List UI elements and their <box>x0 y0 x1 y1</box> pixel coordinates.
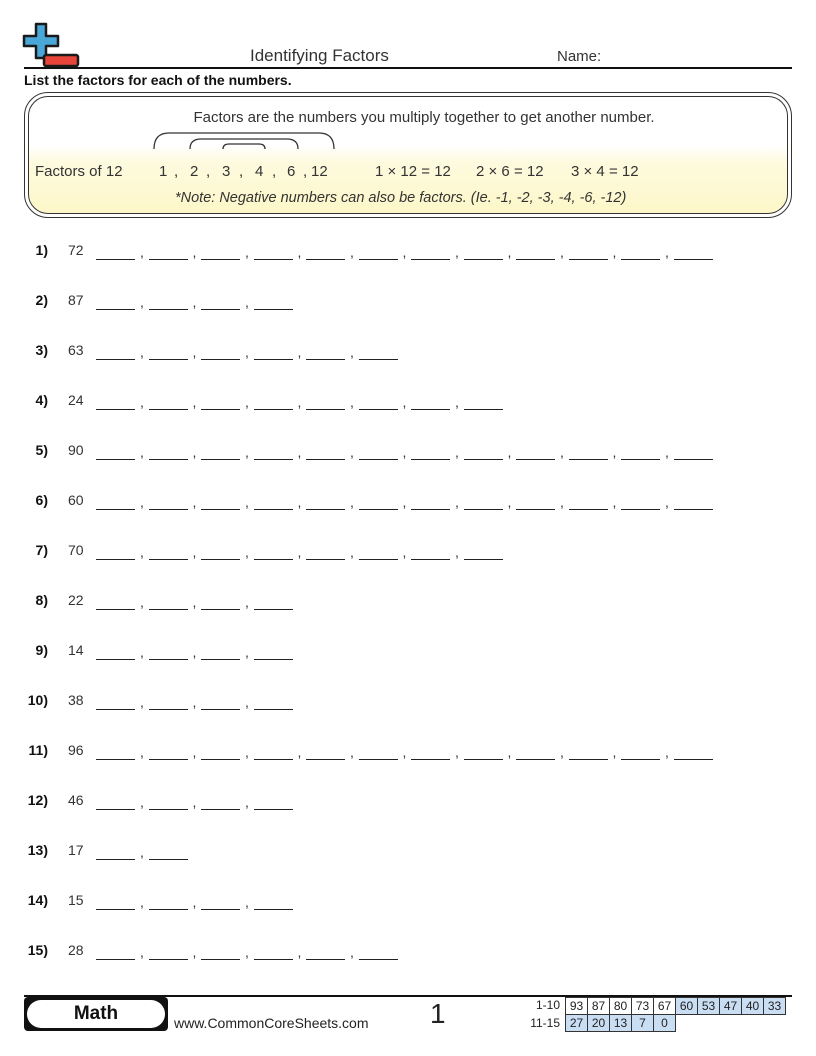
name-label: Name: <box>557 48 602 65</box>
problem-number: 1) <box>35 242 48 258</box>
answer-blank[interactable] <box>149 859 188 860</box>
equation: 3 × 4 = 12 <box>571 163 639 180</box>
answer-key-cell: 60 <box>676 998 698 1015</box>
answer-blank[interactable] <box>254 609 293 610</box>
answer-blank[interactable] <box>149 559 188 560</box>
answer-blank[interactable] <box>411 759 450 760</box>
problem-number: 13) <box>27 842 48 858</box>
blank-separator: , <box>297 394 302 410</box>
answer-key-cell: 80 <box>610 998 632 1015</box>
blank-separator: , <box>140 394 144 410</box>
problem-number: 6) <box>35 492 48 508</box>
blank-separator: , <box>402 394 407 410</box>
blank-separator: , <box>612 444 617 460</box>
answer-blank[interactable] <box>359 359 398 360</box>
answer-blank[interactable] <box>201 959 240 960</box>
negative-factors-note: *Note: Negative numbers can also be factors. (Ie. -1, -2, -3, -4, -6, -12) <box>175 190 627 206</box>
answer-blank[interactable] <box>254 409 293 410</box>
problem-number: 14) <box>27 892 48 908</box>
blank-separator: , <box>140 444 144 460</box>
blank-separator: , <box>192 244 197 260</box>
answer-key-cell: 13 <box>610 1015 632 1032</box>
factor-value: 3 <box>222 163 231 180</box>
problem-row <box>24 832 792 860</box>
problem-value: 46 <box>68 792 84 808</box>
blank-separator: , <box>612 744 617 760</box>
factor-value: 12 <box>311 163 328 180</box>
problem-number: 9) <box>35 642 48 658</box>
problem-value: 15 <box>68 892 84 908</box>
answer-blank[interactable] <box>254 709 293 710</box>
blank-separator: , <box>245 744 249 760</box>
blank-separator: , <box>245 944 249 960</box>
answer-blank[interactable] <box>201 909 240 910</box>
blank-separator: , <box>350 744 354 760</box>
answer-blank[interactable] <box>149 359 188 360</box>
problem-number: 12) <box>27 792 48 808</box>
problem-value: 38 <box>68 692 84 708</box>
problem-value: 96 <box>68 742 84 758</box>
problem-row <box>24 532 792 560</box>
answer-blank[interactable] <box>359 959 398 960</box>
blank-separator: , <box>192 594 197 610</box>
answer-blank[interactable] <box>254 759 293 760</box>
answer-blank[interactable] <box>516 759 555 760</box>
answer-blank[interactable] <box>464 759 503 760</box>
blank-separator: , <box>245 894 249 910</box>
blank-separator: , <box>245 294 249 310</box>
answer-blank[interactable] <box>201 659 240 660</box>
answer-key-table <box>565 997 786 1032</box>
answer-blank[interactable] <box>359 509 398 510</box>
answer-blank[interactable] <box>96 509 135 510</box>
subject-badge <box>24 997 168 1031</box>
answer-blank[interactable] <box>516 259 555 260</box>
blank-separator: , <box>245 694 249 710</box>
problem-row <box>24 232 792 260</box>
blank-separator: , <box>192 644 197 660</box>
blank-separator: , <box>245 244 249 260</box>
factors-of-12-label: Factors of 12 <box>35 163 123 180</box>
answer-blank[interactable] <box>306 959 345 960</box>
answer-blank[interactable] <box>306 509 345 510</box>
answer-blank[interactable] <box>96 259 135 260</box>
problem-row <box>24 732 792 760</box>
factor-comma: , <box>206 163 211 180</box>
answer-blank[interactable] <box>674 459 713 460</box>
problem-value: 14 <box>68 642 84 658</box>
problem-number: 5) <box>35 442 48 458</box>
answer-key-cell: 7 <box>632 1015 654 1032</box>
answer-blank[interactable] <box>149 509 188 510</box>
blank-separator: , <box>245 494 249 510</box>
answer-blank[interactable] <box>306 359 345 360</box>
answer-blank[interactable] <box>621 509 660 510</box>
blank-separator: , <box>192 294 197 310</box>
blank-separator: , <box>140 294 144 310</box>
answer-blank[interactable] <box>359 259 398 260</box>
blank-separator: , <box>350 944 354 960</box>
answer-blank[interactable] <box>464 559 503 560</box>
blank-separator: , <box>402 544 407 560</box>
factor-comma: , <box>303 163 308 180</box>
answer-blank[interactable] <box>201 309 240 310</box>
blank-separator: , <box>140 544 144 560</box>
equation: 2 × 6 = 12 <box>476 163 544 180</box>
blank-separator: , <box>297 444 302 460</box>
answer-key-row <box>566 998 786 1015</box>
blank-separator: , <box>140 794 144 810</box>
blank-separator: , <box>140 494 144 510</box>
answer-blank[interactable] <box>149 609 188 610</box>
answer-blank[interactable] <box>411 559 450 560</box>
blank-separator: , <box>402 494 407 510</box>
blank-separator: , <box>245 644 249 660</box>
answer-blank[interactable] <box>96 409 135 410</box>
answer-blank[interactable] <box>621 759 660 760</box>
blank-separator: , <box>350 494 354 510</box>
answer-key-cell: 73 <box>632 998 654 1015</box>
problem-row <box>24 682 792 710</box>
answer-blank[interactable] <box>201 559 240 560</box>
blank-separator: , <box>402 744 407 760</box>
problem-value: 28 <box>68 942 84 958</box>
answer-key-cell: 93 <box>566 998 588 1015</box>
blank-separator: , <box>350 394 354 410</box>
blank-separator: , <box>192 344 197 360</box>
factor-comma: , <box>239 163 244 180</box>
answer-blank[interactable] <box>359 409 398 410</box>
instructions: List the factors for each of the numbers. <box>24 72 292 88</box>
blank-separator: , <box>455 394 459 410</box>
equation: 1 × 12 = 12 <box>375 163 451 180</box>
answer-blank[interactable] <box>411 459 450 460</box>
answer-blank[interactable] <box>516 459 555 460</box>
answer-key-cell: 47 <box>720 998 742 1015</box>
answer-blank[interactable] <box>674 509 713 510</box>
blank-separator: , <box>507 744 512 760</box>
answer-blank[interactable] <box>621 459 660 460</box>
blank-separator: , <box>297 344 302 360</box>
answer-blank[interactable] <box>464 509 503 510</box>
answer-blank[interactable] <box>306 759 345 760</box>
answer-blank[interactable] <box>149 409 188 410</box>
answer-blank[interactable] <box>201 809 240 810</box>
answer-blank[interactable] <box>674 759 713 760</box>
answer-blank[interactable] <box>621 259 660 260</box>
blank-separator: , <box>297 944 302 960</box>
problem-row <box>24 382 792 410</box>
answer-blank[interactable] <box>149 809 188 810</box>
blank-separator: , <box>245 594 249 610</box>
answer-blank[interactable] <box>411 409 450 410</box>
answer-blank[interactable] <box>149 309 188 310</box>
problem-row <box>24 882 792 910</box>
problem-row <box>24 932 792 960</box>
answer-blank[interactable] <box>569 459 608 460</box>
blank-separator: , <box>192 394 197 410</box>
answer-key-cell: 20 <box>588 1015 610 1032</box>
blank-separator: , <box>192 794 197 810</box>
problem-number: 11) <box>28 742 48 758</box>
blank-separator: , <box>455 444 459 460</box>
problem-number: 2) <box>35 292 48 308</box>
problem-value: 87 <box>68 292 84 308</box>
problem-value: 70 <box>68 542 84 558</box>
blank-separator: , <box>192 694 197 710</box>
answer-key-cell: 0 <box>654 1015 676 1032</box>
blank-separator: , <box>245 344 249 360</box>
blank-separator: , <box>192 494 197 510</box>
answer-blank[interactable] <box>254 259 293 260</box>
factor-value: 6 <box>287 163 296 180</box>
blank-separator: , <box>140 644 144 660</box>
blank-separator: , <box>455 744 459 760</box>
blank-separator: , <box>297 544 302 560</box>
answer-key-cell: 67 <box>654 998 676 1015</box>
blank-separator: , <box>192 944 197 960</box>
answer-blank[interactable] <box>359 759 398 760</box>
blank-separator: , <box>350 344 354 360</box>
problem-number: 15) <box>27 942 48 958</box>
blank-separator: , <box>140 694 144 710</box>
answer-blank[interactable] <box>359 559 398 560</box>
answer-blank[interactable] <box>569 509 608 510</box>
answer-blank[interactable] <box>149 709 188 710</box>
blank-separator: , <box>665 244 669 260</box>
website-url: www.CommonCoreSheets.com <box>174 1015 369 1031</box>
answer-blank[interactable] <box>464 259 503 260</box>
blank-separator: , <box>245 794 249 810</box>
answer-blank[interactable] <box>96 909 135 910</box>
answer-blank[interactable] <box>96 609 135 610</box>
blank-separator: , <box>560 444 564 460</box>
blank-separator: , <box>140 894 144 910</box>
answer-blank[interactable] <box>96 709 135 710</box>
problem-row <box>24 332 792 360</box>
problem-number: 4) <box>35 392 48 408</box>
answer-blank[interactable] <box>254 909 293 910</box>
answer-blank[interactable] <box>96 309 135 310</box>
answer-blank[interactable] <box>411 259 450 260</box>
blank-separator: , <box>402 244 407 260</box>
problem-value: 22 <box>68 592 84 608</box>
blank-separator: , <box>350 544 354 560</box>
answer-blank[interactable] <box>359 459 398 460</box>
blank-separator: , <box>455 544 459 560</box>
answer-blank[interactable] <box>569 259 608 260</box>
answer-key-cell: 27 <box>566 1015 588 1032</box>
problem-value: 63 <box>68 342 84 358</box>
answer-blank[interactable] <box>96 809 135 810</box>
answer-blank[interactable] <box>149 909 188 910</box>
blank-separator: , <box>192 894 197 910</box>
answer-blank[interactable] <box>569 759 608 760</box>
answer-blank[interactable] <box>201 409 240 410</box>
answer-blank[interactable] <box>254 309 293 310</box>
blank-separator: , <box>350 444 354 460</box>
blank-separator: , <box>140 744 144 760</box>
answer-blank[interactable] <box>149 459 188 460</box>
blank-separator: , <box>455 494 459 510</box>
answer-blank[interactable] <box>96 659 135 660</box>
answer-blank[interactable] <box>464 459 503 460</box>
blank-separator: , <box>665 494 669 510</box>
factor-comma: , <box>272 163 277 180</box>
problem-value: 24 <box>68 392 84 408</box>
blank-separator: , <box>455 244 459 260</box>
answer-blank[interactable] <box>306 259 345 260</box>
header-divider <box>24 67 792 69</box>
factor-value: 1 <box>159 163 168 180</box>
blank-separator: , <box>665 744 669 760</box>
problem-number: 10) <box>27 692 48 708</box>
blank-separator: , <box>297 744 302 760</box>
blank-separator: , <box>350 244 354 260</box>
answer-blank[interactable] <box>254 559 293 560</box>
blank-separator: , <box>192 444 197 460</box>
answer-blank[interactable] <box>201 709 240 710</box>
blank-separator: , <box>245 544 249 560</box>
blank-separator: , <box>140 594 144 610</box>
problem-row <box>24 432 792 460</box>
answer-key-cell: 87 <box>588 998 610 1015</box>
problem-number: 8) <box>35 592 48 608</box>
answer-key-row <box>566 1015 786 1032</box>
problem-value: 90 <box>68 442 84 458</box>
answer-blank[interactable] <box>201 509 240 510</box>
blank-separator: , <box>192 544 197 560</box>
answer-blank[interactable] <box>254 959 293 960</box>
blank-separator: , <box>612 244 617 260</box>
answer-key-row1-label: 1-10 <box>535 998 560 1012</box>
answer-blank[interactable] <box>149 959 188 960</box>
problem-value: 72 <box>68 242 84 258</box>
answer-key-cell: 53 <box>698 998 720 1015</box>
blank-separator: , <box>140 244 144 260</box>
page-number: 1 <box>430 998 446 1029</box>
answer-key-cell: 33 <box>764 998 786 1015</box>
answer-blank[interactable] <box>96 459 135 460</box>
answer-blank[interactable] <box>254 459 293 460</box>
blank-separator: , <box>507 494 512 510</box>
answer-blank[interactable] <box>96 959 135 960</box>
problem-number: 7) <box>35 542 48 558</box>
subject-label: Math <box>27 1000 165 1028</box>
example-box-inner <box>28 96 788 214</box>
problem-row <box>24 282 792 310</box>
problem-row <box>24 582 792 610</box>
answer-key-row2-label: 11-15 <box>530 1016 560 1030</box>
answer-blank[interactable] <box>411 509 450 510</box>
blank-separator: , <box>560 244 564 260</box>
factor-value: 2 <box>190 163 199 180</box>
blank-separator: , <box>192 744 197 760</box>
answer-blank[interactable] <box>201 759 240 760</box>
answer-blank[interactable] <box>254 659 293 660</box>
blank-separator: , <box>402 444 407 460</box>
factor-definition: Factors are the numbers you multiply together to get another number. <box>193 109 655 126</box>
answer-blank[interactable] <box>96 759 135 760</box>
blank-separator: , <box>612 494 617 510</box>
answer-blank[interactable] <box>254 359 293 360</box>
answer-blank[interactable] <box>306 459 345 460</box>
worksheet-title: Identifying Factors <box>250 46 389 65</box>
blank-separator: , <box>297 494 302 510</box>
problem-row <box>24 482 792 510</box>
plus-minus-logo-icon <box>22 22 80 68</box>
blank-separator: , <box>507 244 512 260</box>
problem-row <box>24 782 792 810</box>
answer-key-cell: 40 <box>742 998 764 1015</box>
answer-blank[interactable] <box>201 609 240 610</box>
answer-blank[interactable] <box>201 359 240 360</box>
example-box <box>24 92 792 218</box>
blank-separator: , <box>560 744 564 760</box>
answer-blank[interactable] <box>96 859 135 860</box>
answer-blank[interactable] <box>149 259 188 260</box>
blank-separator: , <box>297 244 302 260</box>
factor-value: 4 <box>255 163 264 180</box>
problem-row <box>24 632 792 660</box>
blank-separator: , <box>140 844 144 860</box>
answer-blank[interactable] <box>96 559 135 560</box>
blank-separator: , <box>245 394 249 410</box>
answer-blank[interactable] <box>149 759 188 760</box>
answer-blank[interactable] <box>201 459 240 460</box>
blank-separator: , <box>140 944 144 960</box>
blank-separator: , <box>507 444 512 460</box>
answer-blank[interactable] <box>306 409 345 410</box>
answer-blank[interactable] <box>306 559 345 560</box>
factor-comma: , <box>174 163 179 180</box>
blank-separator: , <box>140 344 144 360</box>
problem-number: 3) <box>35 342 48 358</box>
answer-blank[interactable] <box>516 509 555 510</box>
answer-blank[interactable] <box>674 259 713 260</box>
answer-blank[interactable] <box>96 359 135 360</box>
answer-blank[interactable] <box>149 659 188 660</box>
answer-blank[interactable] <box>201 259 240 260</box>
answer-blank[interactable] <box>464 409 503 410</box>
blank-separator: , <box>245 444 249 460</box>
blank-separator: , <box>560 494 564 510</box>
answer-blank[interactable] <box>254 809 293 810</box>
blank-separator: , <box>665 444 669 460</box>
answer-blank[interactable] <box>254 509 293 510</box>
problem-value: 60 <box>68 492 84 508</box>
problem-value: 17 <box>68 842 84 858</box>
